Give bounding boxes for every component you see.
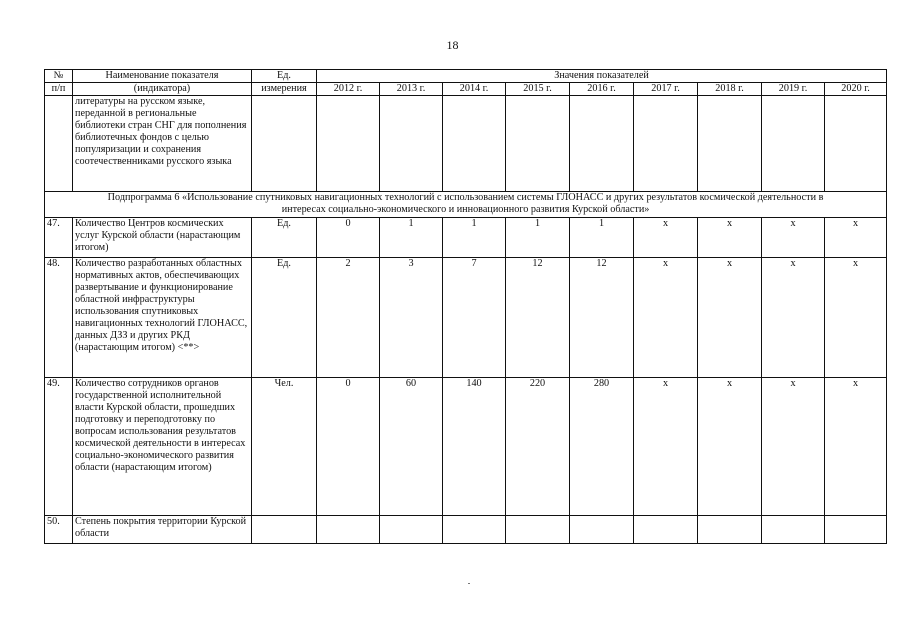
row-value: 280 (570, 378, 634, 516)
header-unit-bottom: измерения (252, 83, 317, 96)
header-year: 2018 г. (698, 83, 762, 96)
row-value: x (634, 218, 698, 258)
header-row-bottom (45, 83, 887, 96)
row-value: x (698, 218, 762, 258)
row-value: 220 (506, 378, 570, 516)
row-unit: Чел. (252, 378, 317, 516)
row-value (506, 516, 570, 544)
row-value: x (634, 258, 698, 378)
row-value: x (762, 258, 825, 378)
row-value: 1 (443, 218, 506, 258)
row-value (443, 516, 506, 544)
subprogram-title (45, 192, 887, 218)
row-num: 50. (45, 516, 73, 544)
row-value: 1 (380, 218, 443, 258)
header-num-bottom: п/п (45, 83, 73, 96)
row-value (762, 516, 825, 544)
header-values-title: Значения показателей (317, 70, 887, 83)
row-unit (252, 516, 317, 544)
row-value: x (762, 378, 825, 516)
header-year: 2019 г. (762, 83, 825, 96)
row-unit: Ед. (252, 258, 317, 378)
row-value: 7 (443, 258, 506, 378)
row-value (825, 516, 887, 544)
row-value: 3 (380, 258, 443, 378)
table-row (45, 258, 887, 378)
header-year: 2013 г. (380, 83, 443, 96)
header-row-top (45, 70, 887, 83)
row-value: 12 (570, 258, 634, 378)
row-name: литературы на русском языке, переданной в региональные библиотеки стран СНГ для пополнения библиотечных фондов с целью популяризации и сохранения соотечественниками русского языка (73, 96, 252, 192)
table-row (45, 218, 887, 258)
row-value: 12 (506, 258, 570, 378)
subprogram-line-1: Подпрограмма 6 «Использование спутниковых навигационных технологий с использованием системы ГЛОНАСС и других результатов космической деятельности в (107, 192, 824, 203)
row-value: 0 (317, 218, 380, 258)
scan-speck (468, 583, 470, 584)
row-value: 1 (570, 218, 634, 258)
row-value: x (825, 258, 887, 378)
row-value (698, 516, 762, 544)
header-year: 2015 г. (506, 83, 570, 96)
row-unit: Ед. (252, 218, 317, 258)
subprogram-row (45, 192, 887, 218)
indicators-table (44, 69, 887, 544)
table-row-continued (45, 96, 887, 192)
row-value (570, 516, 634, 544)
row-value: x (698, 258, 762, 378)
row-value: 1 (506, 218, 570, 258)
row-value: 2 (317, 258, 380, 378)
row-num: 47. (45, 218, 73, 258)
header-year: 2012 г. (317, 83, 380, 96)
subprogram-line-2: интересах социально-экономического и инновационного развития Курской области» (281, 204, 650, 215)
row-value: x (634, 378, 698, 516)
row-value: x (825, 378, 887, 516)
table-row (45, 516, 887, 544)
page-number: 18 (446, 38, 459, 52)
row-unit (252, 96, 317, 192)
header-year: 2014 г. (443, 83, 506, 96)
row-value: 140 (443, 378, 506, 516)
row-value: 60 (380, 378, 443, 516)
row-value: x (698, 378, 762, 516)
table-row (45, 378, 887, 516)
header-unit-top: Ед. (252, 70, 317, 83)
row-name: Количество Центров космических услуг Курской области (нарастающим итогом) (73, 218, 252, 258)
row-value (634, 516, 698, 544)
header-year: 2016 г. (570, 83, 634, 96)
row-name: Количество разработанных областных нормативных актов, обеспечивающих развертывание и функционирование областной инфраструктуры использования спутниковых навигационных технологий ГЛОНАСС, данных ДЗЗ и других РКД (нарастающим итогом) <**> (73, 258, 252, 378)
row-value: x (762, 218, 825, 258)
header-name-top: Наименование показателя (73, 70, 252, 83)
row-value (317, 516, 380, 544)
row-name: Количество сотрудников органов государственной исполнительной власти Курской области, прошедших подготовку и переподготовку по вопросам использования результатов космической деятельности в интересах социально-экономического развития области (нарастающим итогом) (73, 378, 252, 516)
header-year: 2017 г. (634, 83, 698, 96)
row-num: 48. (45, 258, 73, 378)
row-num (45, 96, 73, 192)
header-year: 2020 г. (825, 83, 887, 96)
row-name: Степень покрытия территории Курской области (73, 516, 252, 544)
header-num-top: № (45, 70, 73, 83)
row-value: 0 (317, 378, 380, 516)
header-name-bottom: (индикатора) (73, 83, 252, 96)
row-value (380, 516, 443, 544)
row-value: x (825, 218, 887, 258)
row-num: 49. (45, 378, 73, 516)
